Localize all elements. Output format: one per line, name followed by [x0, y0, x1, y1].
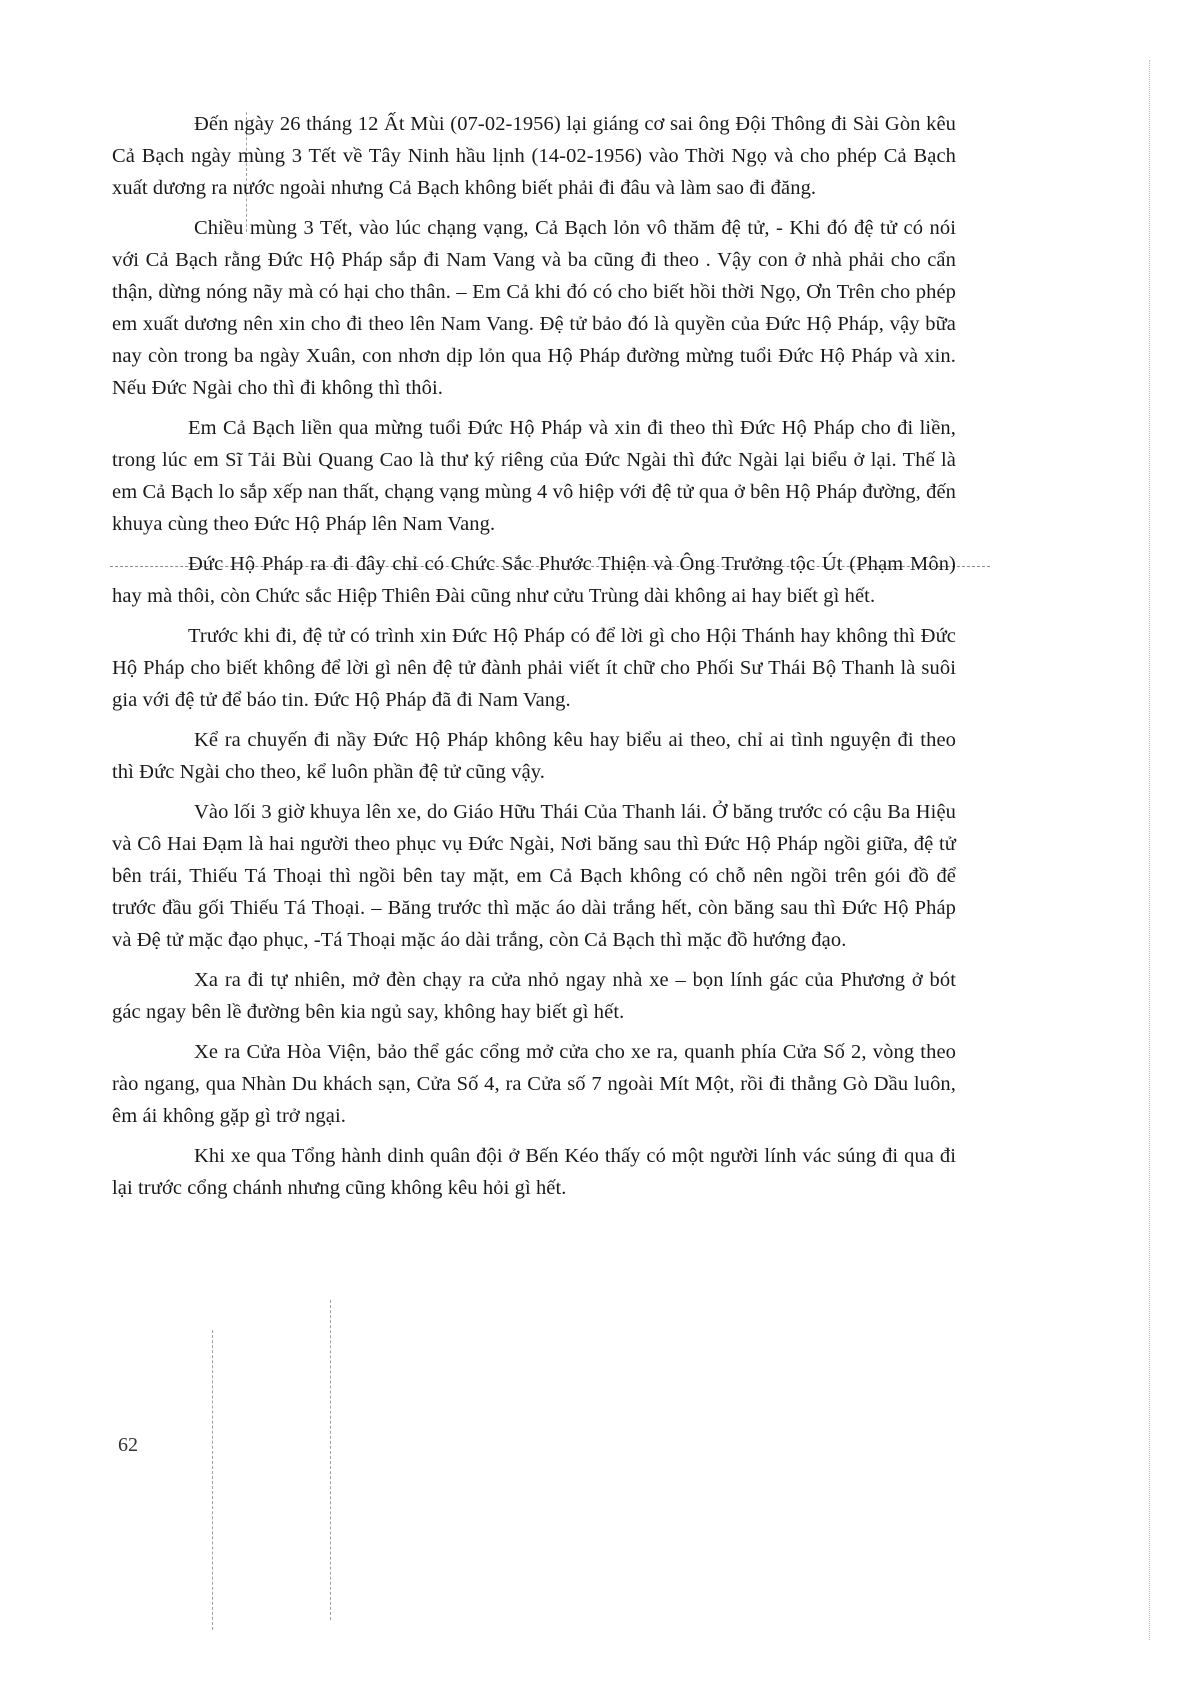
page-number: 62: [118, 1434, 138, 1456]
scan-artifact-vline-3: [212, 1330, 213, 1630]
paragraph: Xa ra đi tự nhiên, mở đèn chạy ra cửa nhỏ ngay nhà xe – bọn lính gác của Phương ở bót gác ngay bên lề đường bên kia ngủ say, không hay biết gì hết.: [112, 969, 956, 1023]
paragraph: Vào lối 3 giờ khuya lên xe, do Giáo Hữu Thái Của Thanh lái. Ở băng trước có cậu Ba Hiệu và Cô Hai Đạm là hai người theo phục vụ Đức Ngài, Nơi băng sau thì Đức Hộ Pháp ngồi giữa, đệ tử bên trái, Thiếu Tá Thoại thì ngồi bên tay mặt, em Cả Bạch không có chỗ nên ngồi trên gói đồ để trước đầu gối Thiếu Tá Thoại. – Băng trước thì mặc áo dài trắng hết, còn băng sau thì Đức Hộ Pháp và Đệ tử mặc đạo phục, -Tá Thoại mặc áo dài trắng, còn Cả Bạch thì mặc đồ hướng đạo.: [112, 801, 956, 951]
paragraph: Em Cả Bạch liền qua mừng tuổi Đức Hộ Pháp và xin đi theo thì Đức Hộ Pháp cho đi liền, trong lúc em Sĩ Tải Bùi Quang Cao là thư ký riêng của Đức Ngài thì đức Ngài lại biểu ở lại. Thế là em Cả Bạch lo sắp xếp nan thất, chạng vạng mùng 4 vô hiệp với đệ tử qua ở bên Hộ Pháp đường, đến khuya cùng theo Đức Hộ Pháp lên Nam Vang.: [112, 417, 956, 535]
paragraph: Chiều mùng 3 Tết, vào lúc chạng vạng, Cả Bạch lỏn vô thăm đệ tử, - Khi đó đệ tử có nói với Cả Bạch rằng Đức Hộ Pháp sắp đi Nam Vang và ba cũng đi theo . Vậy con ở nhà phải cho cẩn thận, dừng nóng nãy mà có hại cho thân. – Em Cả khi đó có cho biết hồi thời Ngọ, Ơn Trên cho phép em xuất dương nên xin cho đi theo lên Nam Vang. Đệ tử bảo đó là quyền của Đức Hộ Pháp, vậy bữa nay còn trong ba ngày Xuân, con nhơn dịp lỏn qua Hộ Pháp đường mừng tuổi Đức Hộ Pháp và xin. Nếu Đức Ngài cho thì đi không thì thôi.: [112, 217, 956, 399]
body-text: [112, 108, 956, 1212]
paragraph: Khi xe qua Tổng hành dinh quân đội ở Bến Kéo thấy có một người lính vác súng đi qua đi lại trước cổng chánh nhưng cũng không kêu hỏi gì hết.: [112, 1145, 956, 1199]
paragraph: Xe ra Cửa Hòa Viện, bảo thể gác cổng mở cửa cho xe ra, quanh phía Cửa Số 2, vòng theo rào ngang, qua Nhàn Du khách sạn, Cửa Số 4, ra Cửa số 7 ngoài Mít Một, rồi đi thẳng Gò Dầu luôn, êm ái không gặp gì trở ngại.: [112, 1041, 956, 1127]
scan-edge-line: [1149, 60, 1150, 1640]
paragraph: Đến ngày 26 tháng 12 Ất Mùi (07-02-1956) lại giáng cơ sai ông Đội Thông đi Sài Gòn kêu Cả Bạch ngày mùng 3 Tết về Tây Ninh hầu lịnh (14-02-1956) vào Thời Ngọ và cho phép Cả Bạch xuất dương ra nước ngoài nhưng Cả Bạch không biết phải đi đâu và làm sao đi đăng.: [112, 113, 956, 199]
scan-artifact-vline-2: [330, 1300, 331, 1620]
paragraph: Trước khi đi, đệ tử có trình xin Đức Hộ Pháp có để lời gì cho Hội Thánh hay không thì Đức Hộ Pháp cho biết không để lời gì nên đệ tử đành phải viết ít chữ cho Phối Sư Thái Bộ Thanh là suôi gia với đệ tử để báo tin. Đức Hộ Pháp đã đi Nam Vang.: [112, 625, 956, 711]
paragraph: Đức Hộ Pháp ra đi đây chỉ có Chức Sắc Phước Thiện và Ông Trưởng tộc Út (Phạm Môn) hay mà thôi, còn Chức sắc Hiệp Thiên Đài cũng như cửu Trùng dài không ai hay biết gì hết.: [112, 553, 956, 607]
paragraph: Kể ra chuyến đi nầy Đức Hộ Pháp không kêu hay biểu ai theo, chỉ ai tình nguyện đi theo thì Đức Ngài cho theo, kể luôn phần đệ tử cũng vậy.: [112, 729, 956, 783]
